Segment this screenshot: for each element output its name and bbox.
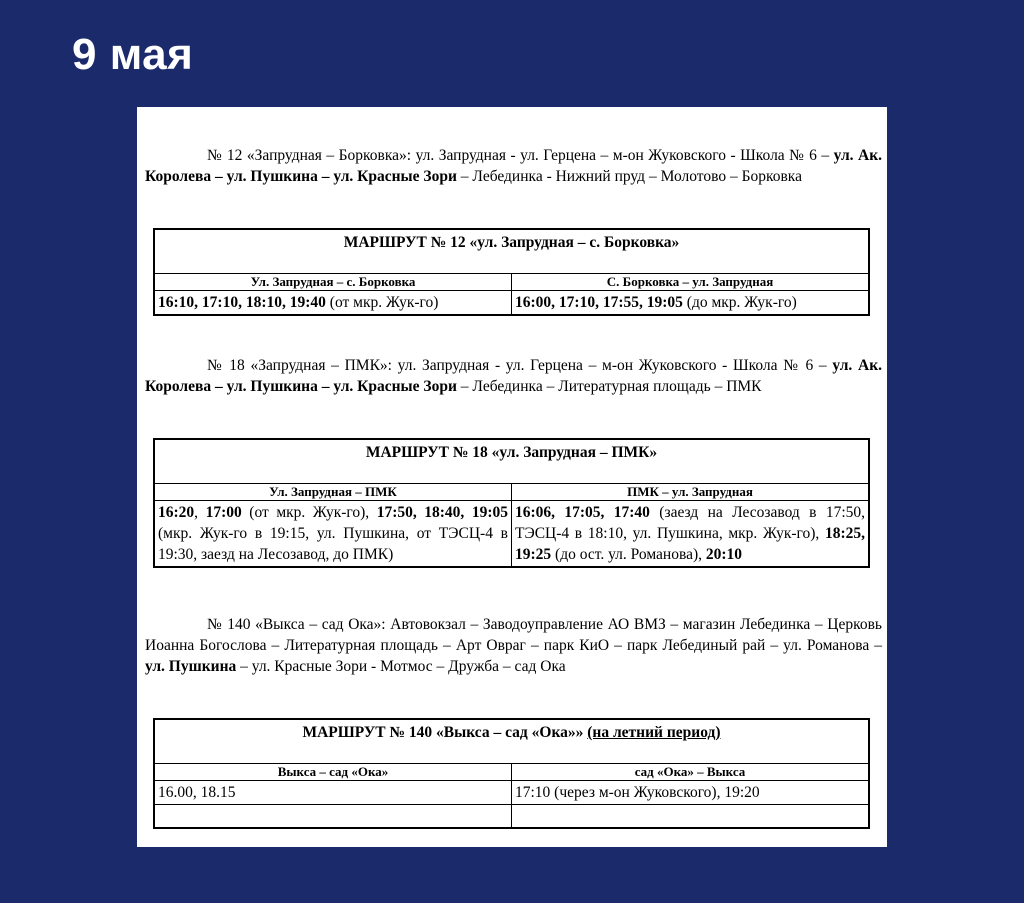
route-12-col2-header: С. Борковка – ул. Запрудная [512, 274, 870, 291]
route-18-desc-bold: ул. Ак. Королева – ул. Пушкина – ул. Красные Зори [145, 357, 882, 395]
page-title: 9 мая [72, 30, 194, 79]
schedule-document [137, 107, 887, 847]
route-12-desc-text: № 12 «Запрудная – Борковка»: ул. Запрудная - ул. Герцена – м-он Жуковского - Школа № 6 – [207, 147, 834, 164]
times-bold: 16:20 [158, 504, 195, 521]
route-140-col1-times: 16.00, 18.15 [154, 781, 512, 805]
times-bold: 18:25, 19:25 [515, 525, 865, 563]
route-140-desc-bold: ул. Пушкина [145, 658, 237, 675]
route-140-table [153, 718, 870, 829]
route-140-desc-text: № 140 «Выкса – сад Ока»: Автовокзал – Заводоуправление АО ВМЗ – магазин Лебединка – Церковь Иоанна Богослова – Литературная площадь – Арт Овраг – парк КиО – парк Лебединый рай – ул. Романова – [145, 616, 882, 654]
route-12-description [145, 145, 882, 187]
route-12-table [153, 228, 870, 316]
empty-cell [512, 805, 870, 829]
route-18-col2-times [512, 501, 870, 568]
times-bold: 17:00 [205, 504, 242, 521]
route-18-col1-times [154, 501, 512, 568]
times-bold: 16:06, 17:05, 17:40 [515, 504, 650, 521]
times-note: (до мкр. Жук-го) [682, 294, 797, 311]
route-18-desc-text-end: – Лебединка – Литературная площадь – ПМК [456, 378, 762, 395]
route-12-table-title: МАРШРУТ № 12 «ул. Запрудная – с. Борковка» [154, 229, 869, 274]
times-bold: 17:50, 18:40, 19:05 [376, 504, 508, 521]
route-12-col1-times [154, 291, 512, 316]
empty-cell [154, 805, 512, 829]
route-18-table [153, 438, 870, 568]
times-bold: 16:10, 17:10, 18:10, 19:40 [158, 294, 326, 311]
route-140-title-text: МАРШРУТ № 140 «Выкса – сад «Ока»» [302, 724, 588, 741]
route-140-desc-text-end: – ул. Красные Зори - Мотмос – Дружба – сад Ока [236, 658, 566, 675]
route-12-desc-text-end: – Лебединка - Нижний пруд – Молотово – Борковка [456, 168, 802, 185]
route-140-title-note: (на летний период) [587, 724, 721, 741]
route-140-col1-header: Выкса – сад «Ока» [154, 764, 512, 781]
route-140-col2-header: сад «Ока» – Выкса [512, 764, 870, 781]
route-18-col2-header: ПМК – ул. Запрудная [512, 484, 870, 501]
route-140-description [145, 614, 882, 677]
route-140-col2-times: 17:10 (через м-он Жуковского), 19:20 [512, 781, 870, 805]
times-bold: 16:00, 17:10, 17:55, 19:05 [515, 294, 683, 311]
times-note: , [194, 504, 206, 521]
route-18-description [145, 355, 882, 397]
route-140-table-title [154, 719, 869, 764]
route-18-desc-text: № 18 «Запрудная – ПМК»: ул. Запрудная - ул. Герцена – м-он Жуковского - Школа № 6 – [207, 357, 833, 374]
route-18-table-title: МАРШРУТ № 18 «ул. Запрудная – ПМК» [154, 439, 869, 484]
route-12-col2-times [512, 291, 870, 316]
route-12-col1-header: Ул. Запрудная – с. Борковка [154, 274, 512, 291]
times-note: (заезд на Лесозавод в 17:50, ТЭСЦ-4 в 18:10, ул. Пушкина, мкр. Жук-го), [515, 504, 865, 542]
times-note: (от мкр. Жук-го), [241, 504, 377, 521]
times-bold: 20:10 [705, 546, 743, 563]
route-12-desc-bold: ул. Ак. Королева – ул. Пушкина – ул. Красные Зори [145, 147, 883, 185]
times-note: (мкр. Жук-го в 19:15, ул. Пушкина, от ТЭСЦ-4 в 19:30, заезд на Лесозавод, до ПМК) [158, 525, 508, 563]
route-18-col1-header: Ул. Запрудная – ПМК [154, 484, 512, 501]
times-note: (от мкр. Жук-го) [325, 294, 439, 311]
times-note: (до ост. ул. Романова), [551, 546, 706, 563]
